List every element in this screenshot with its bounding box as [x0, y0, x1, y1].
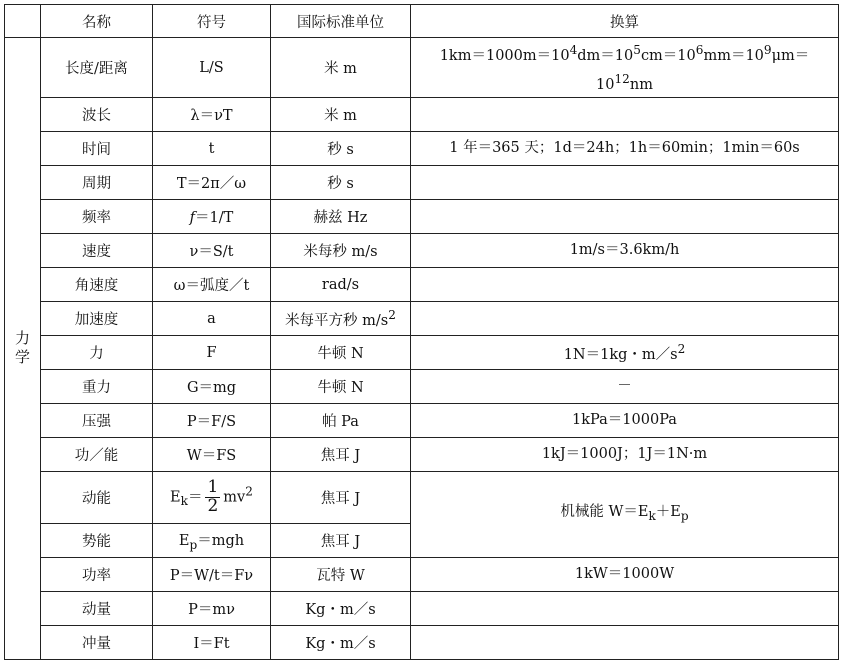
- category-cell: 力学: [5, 38, 41, 660]
- name-cell: 重力: [41, 370, 153, 404]
- conversion-cell: 1kPa＝1000Pa: [411, 404, 839, 438]
- physics-units-table: [4, 4, 839, 660]
- conversion-cell: [411, 98, 839, 132]
- conversion-cell: 1N＝1kg・$m/s^2$: [411, 336, 839, 370]
- unit-cell: 赫兹 Hz: [271, 200, 411, 234]
- name-cell: 时间: [41, 132, 153, 166]
- name-cell: 长度/距离: [41, 38, 153, 98]
- conversion-cell: [411, 626, 839, 660]
- unit-cell: 米 m: [271, 98, 411, 132]
- conversion-cell: 1 年＝365 天；1d＝24h；1h＝60min；1min＝60s: [411, 132, 839, 166]
- unit-cell: 焦耳 J: [271, 438, 411, 472]
- conversion-cell: －: [411, 370, 839, 404]
- name-cell: 角速度: [41, 268, 153, 302]
- name-cell: 功／能: [41, 438, 153, 472]
- table-row: [5, 200, 839, 234]
- unit-cell: Kg・m／s: [271, 626, 411, 660]
- conversion-cell: 1kW＝1000W: [411, 558, 839, 592]
- name-cell: 力: [41, 336, 153, 370]
- symbol-cell: I＝Ft: [153, 626, 271, 660]
- symbol-cell: a: [153, 302, 271, 336]
- header-unit: 国际标准单位: [271, 5, 411, 38]
- symbol-cell: t: [153, 132, 271, 166]
- name-cell: 加速度: [41, 302, 153, 336]
- table-row: [5, 336, 839, 370]
- unit-cell: 帕 Pa: [271, 404, 411, 438]
- name-cell: 频率: [41, 200, 153, 234]
- header-name: 名称: [41, 5, 153, 38]
- table-row: [5, 404, 839, 438]
- name-cell: 功率: [41, 558, 153, 592]
- symbol-cell: $E_p=mgh$: [153, 524, 271, 558]
- unit-cell: 米每秒 m/s: [271, 234, 411, 268]
- header-conversion: 换算: [411, 5, 839, 38]
- conversion-cell: [411, 268, 839, 302]
- name-cell: 冲量: [41, 626, 153, 660]
- symbol-cell: P＝W/t＝Fν: [153, 558, 271, 592]
- name-cell: 压强: [41, 404, 153, 438]
- symbol-cell: P＝F/S: [153, 404, 271, 438]
- name-cell: 波长: [41, 98, 153, 132]
- symbol-cell: T＝2π／ω: [153, 166, 271, 200]
- symbol-cell: $E_k=$ $\frac{1}{2}$ $mv^2$: [153, 472, 271, 524]
- unit-cell: 秒 s: [271, 166, 411, 200]
- table-row: [5, 268, 839, 302]
- unit-cell: Kg・m／s: [271, 592, 411, 626]
- header-symbol: 符号: [153, 5, 271, 38]
- symbol-cell: f＝1/T: [153, 200, 271, 234]
- conversion-cell: [411, 592, 839, 626]
- unit-cell: 焦耳 J: [271, 472, 411, 524]
- symbol-cell: W＝FS: [153, 438, 271, 472]
- table-row: [5, 166, 839, 200]
- name-cell: 势能: [41, 524, 153, 558]
- unit-cell: 瓦特 W: [271, 558, 411, 592]
- unit-cell: 焦耳 J: [271, 524, 411, 558]
- table-row: [5, 302, 839, 336]
- symbol-cell: G＝mg: [153, 370, 271, 404]
- header-category: [5, 5, 41, 38]
- unit-cell: rad/s: [271, 268, 411, 302]
- table-row: [5, 558, 839, 592]
- symbol-cell: L/S: [153, 38, 271, 98]
- table-row: [5, 438, 839, 472]
- table-row: [5, 472, 839, 524]
- unit-cell: 米每平方秒 $m/s^2$: [271, 302, 411, 336]
- unit-cell: 秒 s: [271, 132, 411, 166]
- name-cell: 动能: [41, 472, 153, 524]
- unit-cell: 牛顿 N: [271, 336, 411, 370]
- unit-cell: 米 m: [271, 38, 411, 98]
- conversion-cell: $1km=1000m=10^4dm=10^5cm=10^6mm=10^9\mu m=$ $10^{12}nm$: [411, 38, 839, 98]
- name-cell: 动量: [41, 592, 153, 626]
- header-row: [5, 5, 839, 38]
- name-cell: 速度: [41, 234, 153, 268]
- conversion-cell: [411, 166, 839, 200]
- conversion-cell: 1kJ＝1000J；1J＝1N·m: [411, 438, 839, 472]
- table-row: [5, 98, 839, 132]
- unit-cell: 牛顿 N: [271, 370, 411, 404]
- symbol-cell: F: [153, 336, 271, 370]
- conversion-cell: [411, 302, 839, 336]
- symbol-cell: P＝mν: [153, 592, 271, 626]
- table-row: [5, 132, 839, 166]
- conversion-cell: 机械能 $W=E_k+E_p$: [411, 472, 839, 558]
- conversion-cell: 1m/s＝3.6km/h: [411, 234, 839, 268]
- table-row: [5, 38, 839, 98]
- table-row: [5, 234, 839, 268]
- symbol-cell: ω＝弧度／t: [153, 268, 271, 302]
- symbol-cell: λ＝νT: [153, 98, 271, 132]
- table-row: [5, 370, 839, 404]
- conversion-cell: [411, 200, 839, 234]
- table-row: [5, 592, 839, 626]
- table-row: [5, 626, 839, 660]
- name-cell: 周期: [41, 166, 153, 200]
- symbol-cell: ν＝S/t: [153, 234, 271, 268]
